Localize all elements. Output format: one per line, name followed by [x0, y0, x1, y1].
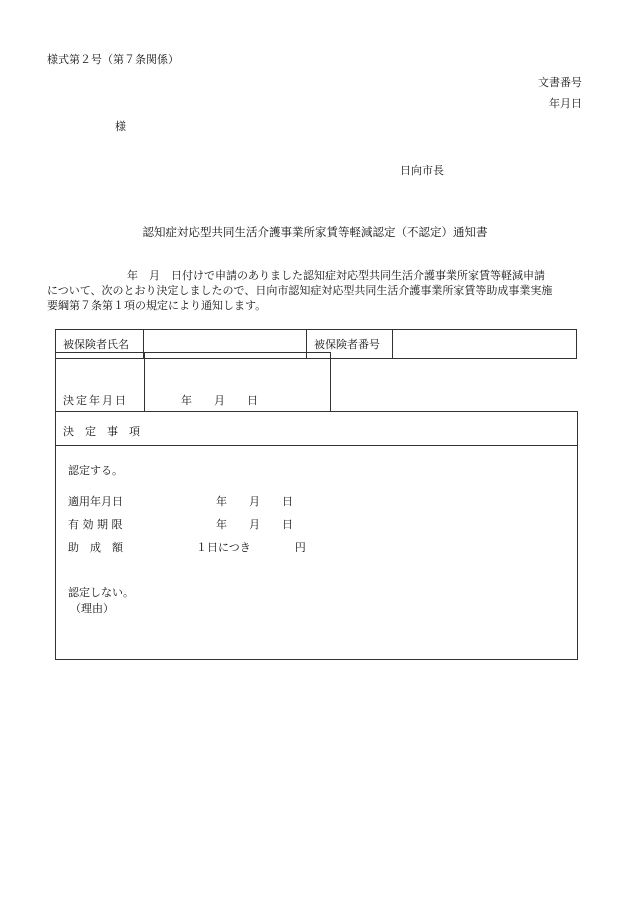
valid-period-label: 有 効 期 限 [68, 518, 123, 531]
insured-number-label: 被保険者番号 [307, 330, 393, 359]
issue-date-label: 年月日 [549, 97, 582, 110]
decision-header-row [56, 412, 577, 446]
document-number-label: 文書番号 [538, 76, 582, 89]
addressee-suffix: 様 [115, 120, 126, 133]
not-approved-option: 認定しない。 [68, 586, 134, 599]
insured-name-label: 被保険者氏名 [56, 330, 144, 359]
decision-date-value[interactable]: 年 月 日 [181, 394, 258, 407]
body-line-2: について、次のとおり決定しましたので、日向市認知症対応型共同生活介護事業所家賃等助成事業実施 [47, 284, 553, 297]
decision-box [55, 411, 578, 660]
valid-period-value[interactable]: 年 月 日 [216, 518, 293, 531]
decision-date-label-cell [56, 353, 145, 411]
insured-number-field[interactable] [393, 330, 577, 359]
decision-date-box [55, 352, 331, 412]
body-line-3: 要綱第７条第１項の規定により通知します。 [47, 299, 267, 312]
body-line-1: 年 月 日付けで申請のありました認知症対応型共同生活介護事業所家賃等軽減申請 [127, 269, 545, 282]
decision-date-label: 決定年月日 [63, 394, 128, 407]
subsidy-value[interactable]: １日につき 円 [196, 541, 306, 554]
decision-header: 決 定 事 項 [63, 425, 140, 438]
sender-name: 日向市長 [400, 164, 444, 177]
reason-label: （理由） [70, 602, 114, 615]
form-number: 様式第２号（第７条関係） [47, 53, 179, 66]
approved-option: 認定する。 [68, 464, 123, 477]
apply-date-label: 適用年月日 [68, 495, 123, 508]
body-paragraph [47, 268, 583, 313]
subsidy-label: 助 成 額 [68, 541, 123, 554]
document-title: 認知症対応型共同生活介護事業所家賃等軽減認定（不認定）通知書 [142, 225, 488, 239]
apply-date-value[interactable]: 年 月 日 [216, 495, 293, 508]
